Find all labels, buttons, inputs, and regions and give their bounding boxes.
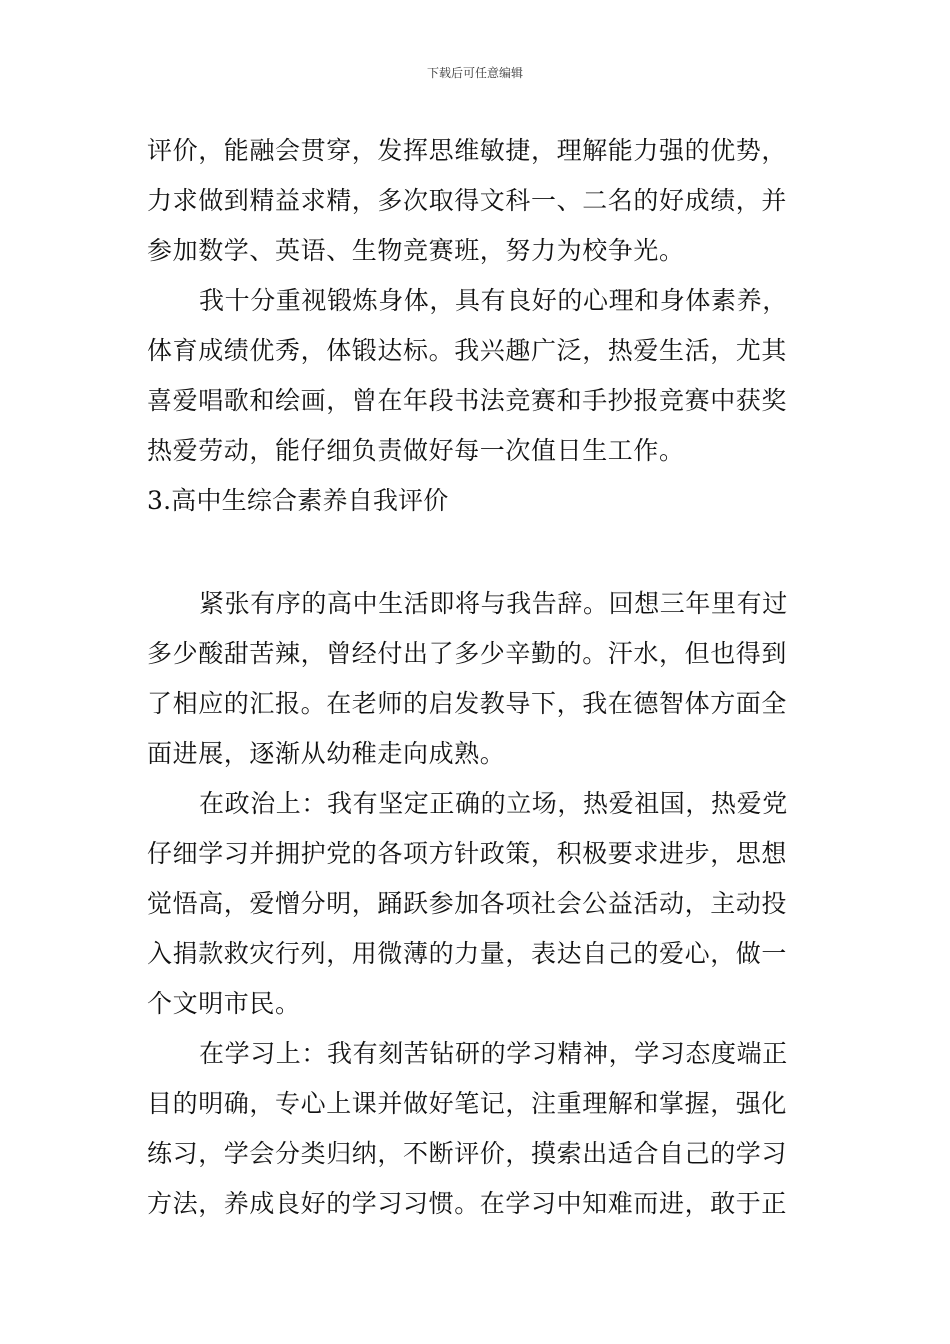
page-header-note: 下载后可任意编辑: [426, 66, 523, 80]
text-line: 我十分重视锻炼身体，具有良好的心理和身体素养，: [199, 286, 788, 315]
text-line: 喜爱唱歌和绘画，曾在年段书法竞赛和手抄报竞赛中获奖: [147, 386, 788, 415]
text-line: 在学习上：我有刻苦钻研的学习精神，学习态度端正: [199, 1039, 788, 1068]
section-heading: 3.高中生综合素养自我评价: [147, 486, 449, 515]
text-line: 了相应的汇报。在老师的启发教导下，我在德智体方面全: [147, 689, 788, 718]
text-line: 入捐款救灾行列，用微薄的力量，表达自己的爱心，做一: [147, 939, 788, 968]
text-line: 练习，学会分类归纳，不断评价，摸索出适合自己的学习: [147, 1139, 788, 1168]
text-line: 在政治上：我有坚定正确的立场，热爱祖国，热爱党: [199, 789, 788, 818]
text-line: 觉悟高，爱憎分明，踊跃参加各项社会公益活动，主动投: [147, 889, 788, 918]
text-line: 体育成绩优秀，体锻达标。我兴趣广泛，热爱生活，尤其: [147, 336, 788, 365]
section-spacer: [147, 526, 817, 579]
paragraph-introduction: [147, 579, 817, 779]
text-line: 紧张有序的高中生活即将与我告辞。回想三年里有过: [199, 589, 788, 618]
paragraph-study: [147, 1029, 817, 1229]
text-line: 多少酸甜苦辣，曾经付出了多少辛勤的。汗水，但也得到: [147, 639, 788, 668]
text-line: 评价，能融会贯穿，发挥思维敏捷，理解能力强的优势，: [147, 136, 788, 165]
document-body: [147, 126, 817, 1229]
text-line: 热爱劳动，能仔细负责做好每一次值日生工作。: [147, 436, 685, 465]
text-line: 目的明确，专心上课并做好笔记，注重理解和掌握，强化: [147, 1089, 788, 1118]
text-line: 个文明市民。: [147, 989, 301, 1018]
text-line: 面进展，逐渐从幼稚走向成熟。: [147, 739, 506, 768]
text-line: 力求做到精益求精，多次取得文科一、二名的好成绩，并: [147, 186, 788, 215]
text-line: 仔细学习并拥护党的各项方针政策，积极要求进步，思想: [147, 839, 788, 868]
text-line: 方法，养成良好的学习习惯。在学习中知难而进，敢于正: [147, 1189, 788, 1218]
text-line: 参加数学、英语、生物竞赛班，努力为校争光。: [147, 236, 685, 265]
paragraph-physical-fitness: [147, 276, 817, 476]
paragraph-politics: [147, 779, 817, 1029]
paragraph-academics-continued: [147, 126, 817, 276]
